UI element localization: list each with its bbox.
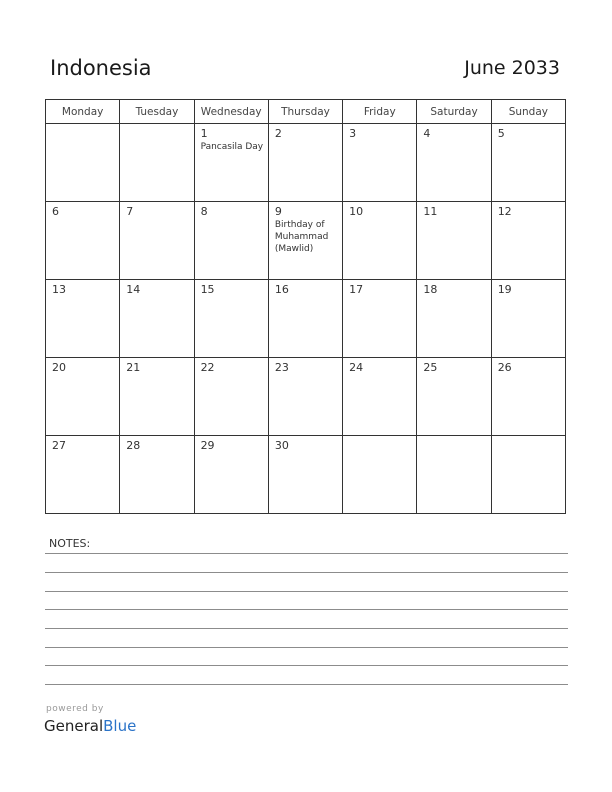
day-cell <box>491 280 565 358</box>
day-cell <box>268 202 342 280</box>
weekday-header: Thursday <box>268 100 342 124</box>
day-cell <box>120 202 194 280</box>
note-line <box>45 647 568 648</box>
day-cell <box>417 436 491 514</box>
weekday-header: Saturday <box>417 100 491 124</box>
day-cell <box>268 358 342 436</box>
day-cell <box>46 358 120 436</box>
week-row <box>46 436 566 514</box>
day-number: 17 <box>349 283 364 296</box>
day-number: 22 <box>200 361 215 374</box>
day-number: 1 <box>200 127 208 140</box>
day-number: 9 <box>274 205 282 218</box>
note-line <box>45 628 568 629</box>
day-number: 15 <box>200 283 215 296</box>
note-line <box>45 609 568 610</box>
day-cell <box>46 436 120 514</box>
day-cell <box>194 358 268 436</box>
day-cell <box>491 436 565 514</box>
day-number: 3 <box>349 127 357 140</box>
month-year-title: June 2033 <box>464 57 560 79</box>
weekday-header: Wednesday <box>194 100 268 124</box>
day-cell <box>120 280 194 358</box>
brand-logo <box>44 717 136 735</box>
day-number: 24 <box>349 361 364 374</box>
day-number: 8 <box>200 205 208 218</box>
country-title: Indonesia <box>50 56 152 80</box>
day-cell <box>46 124 120 202</box>
note-line <box>45 684 568 685</box>
day-cell <box>417 358 491 436</box>
day-cell <box>343 280 417 358</box>
day-number: 27 <box>52 439 66 452</box>
day-number: 12 <box>497 205 512 218</box>
day-number: 13 <box>52 283 66 296</box>
day-cell <box>343 202 417 280</box>
day-cell <box>120 436 194 514</box>
day-number: 4 <box>423 127 431 140</box>
day-number: 19 <box>497 283 512 296</box>
weekday-header: Tuesday <box>120 100 194 124</box>
day-cell <box>491 202 565 280</box>
day-cell <box>417 202 491 280</box>
day-cell <box>120 124 194 202</box>
day-cell <box>343 436 417 514</box>
day-number: 25 <box>423 361 438 374</box>
powered-by-label: powered by <box>46 704 104 714</box>
week-row <box>46 124 566 202</box>
day-number: 11 <box>423 205 438 218</box>
day-cell <box>268 280 342 358</box>
brand-blue: Blue <box>103 717 137 735</box>
day-number: 23 <box>274 361 289 374</box>
day-cell <box>120 358 194 436</box>
day-number: 5 <box>497 127 505 140</box>
day-number: 28 <box>126 439 141 452</box>
day-cell <box>194 124 268 202</box>
calendar-grid <box>45 99 566 514</box>
notes-label: NOTES: <box>49 537 91 550</box>
week-row <box>46 202 566 280</box>
week-row <box>46 280 566 358</box>
weekday-header: Friday <box>343 100 417 124</box>
day-number: 7 <box>126 205 134 218</box>
day-number: 10 <box>349 205 364 218</box>
holiday-label: Pancasila Day <box>200 142 264 152</box>
day-cell <box>194 280 268 358</box>
day-number: 6 <box>52 205 59 218</box>
weekday-header: Monday <box>46 100 120 124</box>
day-cell <box>46 280 120 358</box>
brand-general: General <box>44 717 104 735</box>
day-number: 2 <box>274 127 282 140</box>
day-cell <box>268 436 342 514</box>
weekday-header: Sunday <box>491 100 565 124</box>
day-number: 29 <box>200 439 215 452</box>
day-cell <box>46 202 120 280</box>
note-line <box>45 591 568 592</box>
day-number: 14 <box>126 283 141 296</box>
weekday-header-row <box>46 100 566 124</box>
day-cell <box>343 358 417 436</box>
week-row <box>46 358 566 436</box>
day-cell <box>417 280 491 358</box>
note-line <box>45 572 568 573</box>
day-cell <box>491 358 565 436</box>
day-cell <box>343 124 417 202</box>
day-cell <box>268 124 342 202</box>
holiday-label: Birthday of Muhammad (Mawlid) <box>274 220 329 254</box>
day-cell <box>194 436 268 514</box>
day-number: 16 <box>274 283 289 296</box>
note-line <box>45 553 568 554</box>
day-cell <box>417 124 491 202</box>
day-number: 21 <box>126 361 141 374</box>
day-number: 30 <box>274 439 289 452</box>
day-cell <box>491 124 565 202</box>
note-line <box>45 665 568 666</box>
day-number: 20 <box>52 361 66 374</box>
day-number: 18 <box>423 283 438 296</box>
day-number: 26 <box>497 361 512 374</box>
day-cell <box>194 202 268 280</box>
